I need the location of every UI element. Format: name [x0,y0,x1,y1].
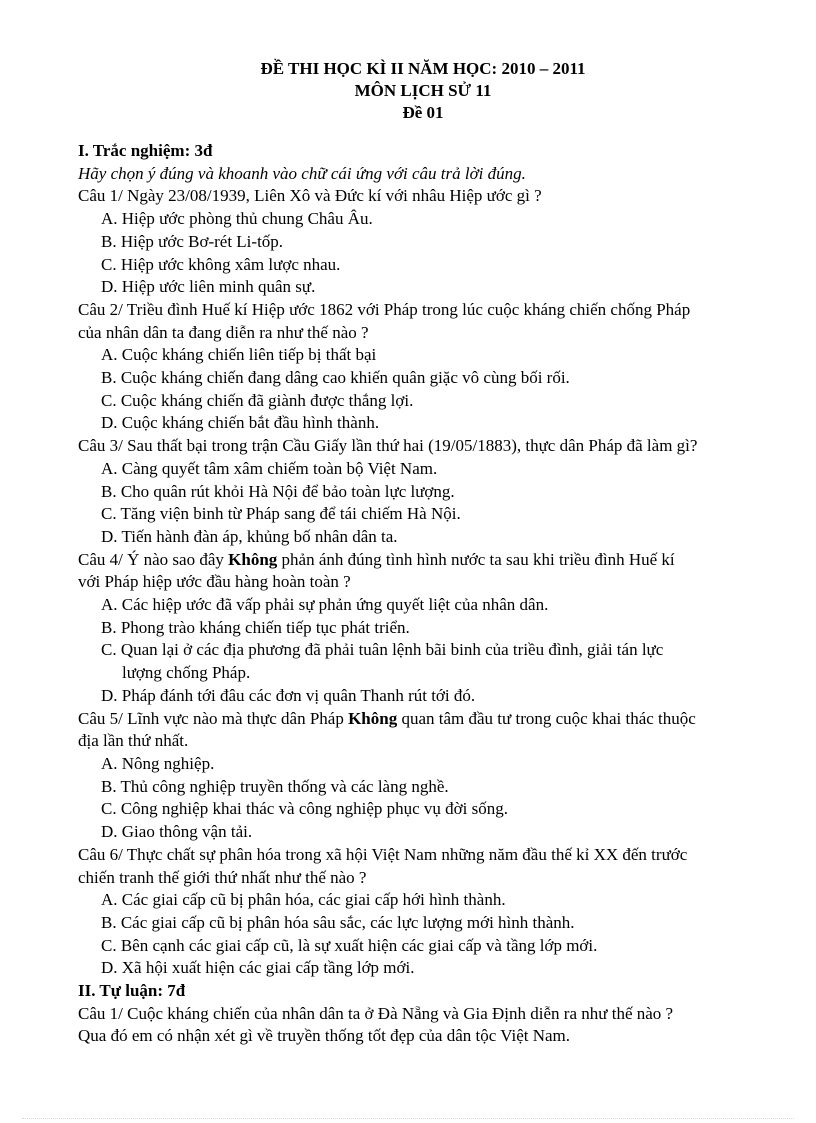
instruction: Hãy chọn ý đúng và khoanh vào chữ cái ứng với câu trả lời đúng. [78,163,526,183]
option-6a: A. Các giai cấp cũ bị phân hóa, các giai cấp hới hình thành. [101,890,506,910]
question-6-line-1: Câu 6/ Thực chất sự phân hóa trong xã hội Việt Nam những năm đầu thế kỉ XX đến trước [78,844,688,864]
option-2d: D. Cuộc kháng chiến bắt đầu hình thành. [101,413,380,433]
option-3d: D. Tiến hành đàn áp, khủng bố nhân dân ta. [101,526,398,546]
option-4d: D. Pháp đánh tới đâu các đơn vị quân Thanh rút tới đó. [101,685,476,705]
question-4-pre: Câu 4/ Ý nào sao đây [78,549,229,569]
option-2b: B. Cuộc kháng chiến đang dâng cao khiến quân giặc vô cùng bối rối. [101,368,570,388]
exam-page [78,58,768,1048]
question-4-post: phản ánh đúng tình hình nước ta sau khi triều đình Huế kí [277,549,675,569]
question-2-line-2: của nhân dân ta đang diễn ra như thế nào ? [78,322,369,342]
question-5-post: quan tâm đầu tư trong cuộc khai thác thuộc [397,708,696,728]
essay-question-1-line-1: Câu 1/ Cuộc kháng chiến của nhân dân ta ở Đà Nẵng và Gia Định diễn ra như thế nào ? [78,1003,674,1023]
option-5a: A. Nông nghiệp. [101,753,215,773]
section-heading-essay: II. Tự luận: 7đ [78,981,186,1001]
question-2-line-1: Câu 2/ Triều đình Huế kí Hiệp ước 1862 với Pháp trong lúc cuộc kháng chiến chống Pháp [78,299,691,319]
option-1b: B. Hiệp ước Bơ-rét Li-tốp. [101,231,284,251]
option-4b: B. Phong trào kháng chiến tiếp tục phát triển. [101,617,410,637]
exam-title: ĐỀ THI HỌC KÌ II NĂM HỌC: 2010 – 2011 [260,59,586,78]
question-6-line-2: chiến tranh thế giới thứ nhất như thế nào ? [78,867,367,887]
option-1a: A. Hiệp ước phòng thủ chung Châu Âu. [101,209,373,229]
question-5-line-2: địa lần thứ nhất. [78,731,189,751]
option-5b: B. Thủ công nghiệp truyền thống và các làng nghề. [101,776,449,796]
option-5c: C. Công nghiệp khai thác và công nghiệp phục vụ đời sống. [101,799,509,819]
option-3b: B. Cho quân rút khỏi Hà Nội để bảo toàn lực lượng. [101,481,455,501]
option-2c: C. Cuộc kháng chiến đã giành được thắng lợi. [101,390,414,410]
question-1: Câu 1/ Ngày 23/08/1939, Liên Xô và Đức kí với nhâu Hiệp ước gì ? [78,186,542,206]
question-4-emphasis: Không [228,549,278,569]
page-bottom-divider [22,1118,794,1119]
section-heading-multiple-choice: I. Trắc nghiệm: 3đ [78,141,213,160]
option-6c: C. Bên cạnh các giai cấp cũ, là sự xuất hiện các giai cấp và tầng lớp mới. [101,935,598,955]
option-6b: B. Các giai cấp cũ bị phân hóa sâu sắc, các lực lượng mới hình thành. [101,912,575,932]
option-4c-continued: lượng chống Pháp. [122,663,251,683]
option-2a: A. Cuộc kháng chiến liên tiếp bị thất bại [101,345,377,365]
option-4c: C. Quan lại ở các địa phương đã phải tuân lệnh bãi binh của triều đình, giải tán lực [101,640,664,660]
option-6d: D. Xã hội xuất hiện các giai cấp tầng lớp mới. [101,958,415,978]
question-5-pre: Câu 5/ Lĩnh vực nào mà thực dân Pháp [78,708,349,728]
option-3a: A. Càng quyết tâm xâm chiếm toàn bộ Việt Nam. [101,458,438,478]
option-1d: D. Hiệp ước liên minh quân sự. [101,277,316,297]
question-4-line-2: với Pháp hiệp ước đầu hàng hoàn toàn ? [78,572,351,592]
question-5-emphasis: Không [348,708,398,728]
question-3: Câu 3/ Sau thất bại trong trận Cầu Giấy lần thứ hai (19/05/1883), thực dân Pháp đã làm gì? [78,436,698,456]
exam-code: Đề 01 [402,103,444,122]
option-4a: A. Các hiệp ước đã vấp phải sự phản ứng quyết liệt của nhân dân. [101,595,549,615]
question-4-line-1 [78,549,768,572]
essay-question-1-line-2: Qua đó em có nhận xét gì về truyền thống tốt đẹp của dân tộc Việt Nam. [78,1026,571,1046]
option-1c: C. Hiệp ước không xâm lược nhau. [101,254,341,274]
subject-title: MÔN LỊCH SỬ 11 [354,81,492,100]
option-3c: C. Tăng viện binh từ Pháp sang để tái chiếm Hà Nội. [101,504,461,524]
option-5d: D. Giao thông vận tải. [101,822,253,842]
question-5-line-1 [78,708,768,731]
